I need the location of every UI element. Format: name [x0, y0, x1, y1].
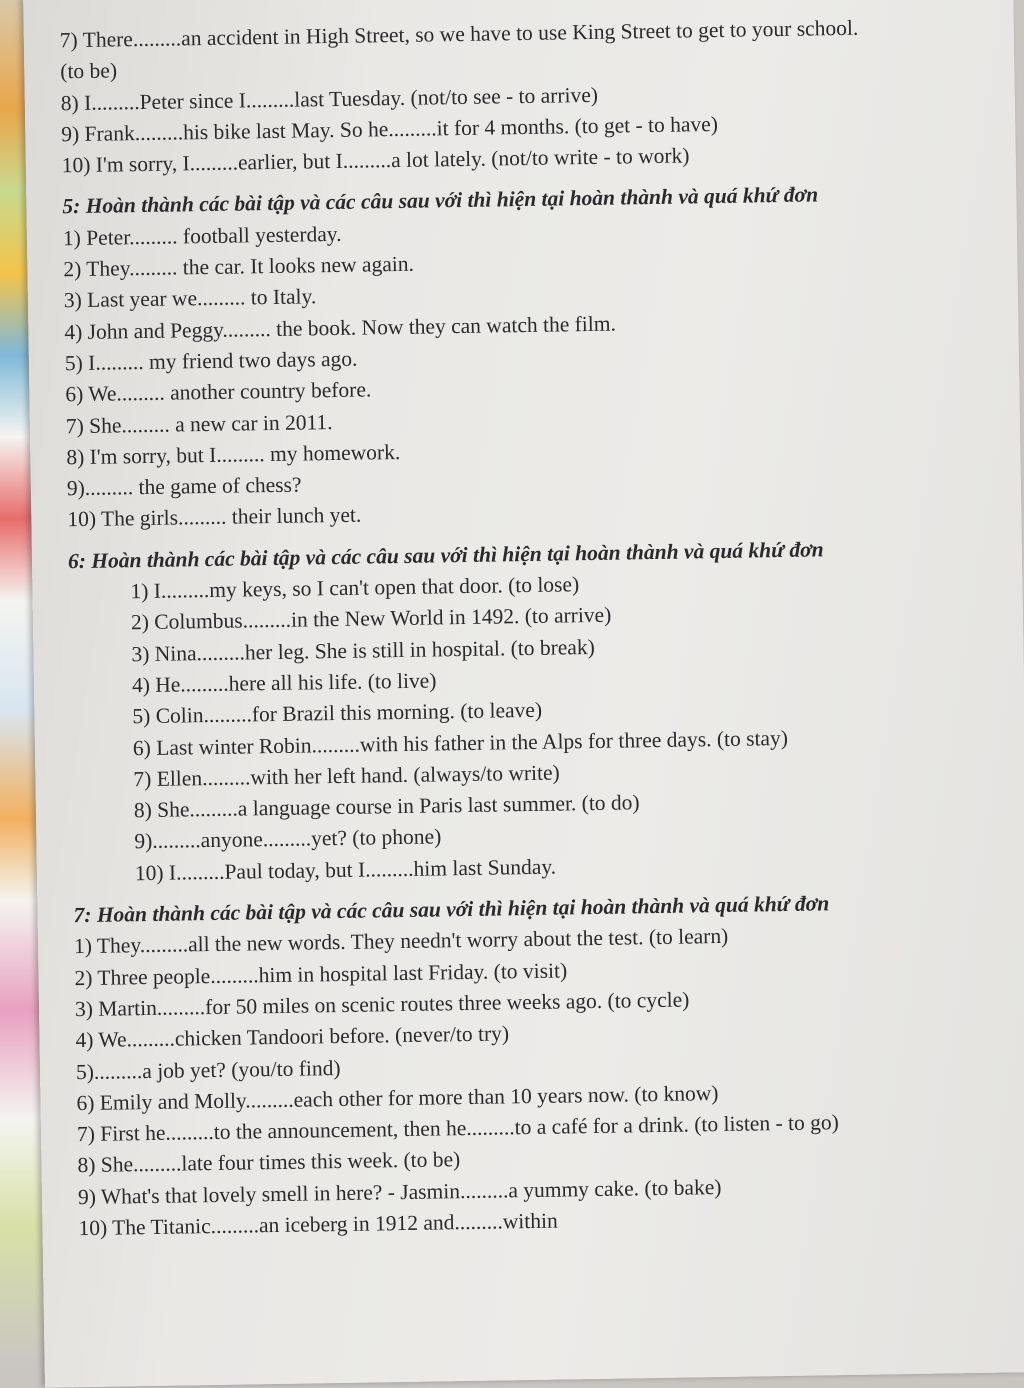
exercise-item: 8) I'm sorry, but I......... my homework. — [66, 439, 401, 470]
exercise-item: 7) She......... a new car in 2011. — [65, 409, 333, 438]
exercise-item: 4) We.........chicken Tandoori before. (never/to try) — [75, 1021, 510, 1053]
exercise-item: 3) Nina.........her leg. She is still in hospital. (to break) — [131, 634, 595, 666]
exercise-item: 6) Emily and Molly.........each other for more than 10 years now. (to know) — [76, 1080, 719, 1115]
worksheet-content — [60, 11, 979, 1244]
exercise-item: 8) She.........late four times this week. (to be) — [77, 1147, 461, 1178]
exercise-item: 9) What's that lovely smell in here? - Jasmin.........a yummy cake. (to bake) — [77, 1174, 722, 1209]
exercise-item: 5) Colin.........for Brazil this morning. (to leave) — [132, 698, 543, 729]
exercise-line: 10) I'm sorry, I.........earlier, but I.........a lot lately. (not/to write - to work) — [61, 143, 690, 178]
exercise-item: 3) Last year we......... to Italy. — [63, 284, 317, 313]
exercise-7 — [73, 886, 978, 1244]
exercise-line: 7) There.........an accident in High Street, so we have to use King Street to get to your school. — [59, 15, 859, 53]
exercise-item: 2) Columbus.........in the New World in 1492. (to arrive) — [130, 603, 612, 635]
exercise-item: 1) Peter......... football yesterday. — [62, 221, 342, 251]
exercise-item: 2) Three people.........him in hospital last Friday. (to visit) — [74, 958, 568, 990]
exercise-item: 2) They......... the car. It looks new again. — [63, 251, 415, 282]
exercise-line: 9) Frank.........his bike last May. So he.........it for 4 months. (to get - to have) — [61, 111, 719, 147]
exercise-item: 5).........a job yet? (you/to find) — [75, 1055, 341, 1084]
exercise-item: 9)......... the game of chess? — [66, 472, 302, 501]
exercise-item: 4) He.........here all his life. (to live) — [131, 668, 437, 698]
exercise-5-heading: 5: Hoàn thành các bài tập và các câu sau với thì hiện tại hoàn thành và quá khứ đơn — [62, 182, 819, 219]
exercise-item: 9).........anyone.........yet? (to phone) — [134, 824, 442, 854]
continued-exercise — [60, 11, 962, 182]
exercise-item: 8) She.........a language course in Paris last summer. (to do) — [133, 790, 640, 823]
exercise-item: 6) Last winter Robin.........with his father in the Alps for three days. (to stay) — [132, 725, 789, 760]
exercise-item: 7) First he.........to the announcement, then he.........to a café for a drink. (to listen - to go) — [76, 1110, 839, 1147]
worksheet-page — [23, 0, 1024, 1388]
exercise-item: 6) We......... another country before. — [65, 377, 372, 407]
exercise-item: 10) I.........Paul today, but I.........him last Sunday. — [134, 854, 557, 885]
exercise-item: 1) They.........all the new words. They needn't worry about the test. (to learn) — [73, 924, 729, 959]
exercise-item: 7) Ellen.........with her left hand. (always/to write) — [133, 760, 560, 792]
exercise-6-heading: 6: Hoàn thành các bài tập và các câu sau với thì hiện tại hoàn thành và quá khứ đơn — [67, 537, 824, 573]
exercise-item: 10) The Titanic.........an iceberg in 1912 and.........within — [78, 1208, 558, 1241]
exercise-line: 8) I.........Peter since I.........last Tuesday. (not/to see - to arrive) — [60, 82, 599, 115]
exercise-item: 5) I......... my friend two days ago. — [64, 346, 358, 376]
exercise-7-heading: 7: Hoàn thành các bài tập và các câu sau với thì hiện tại hoàn thành và quá khứ đơn — [73, 891, 830, 928]
exercise-line: (to be) — [60, 58, 118, 84]
exercise-6 — [68, 532, 973, 890]
exercise-item: 3) Martin.........for 50 miles on scenic routes three weeks ago. (to cycle) — [74, 987, 690, 1022]
exercise-item: 10) The girls......... their lunch yet. — [67, 503, 362, 532]
exercise-item: 1) I.........my keys, so I can't open that door. (to lose) — [130, 572, 580, 604]
exercise-item: 4) John and Peggy......... the book. Now they can watch the film. — [64, 311, 617, 344]
exercise-5 — [62, 178, 967, 536]
